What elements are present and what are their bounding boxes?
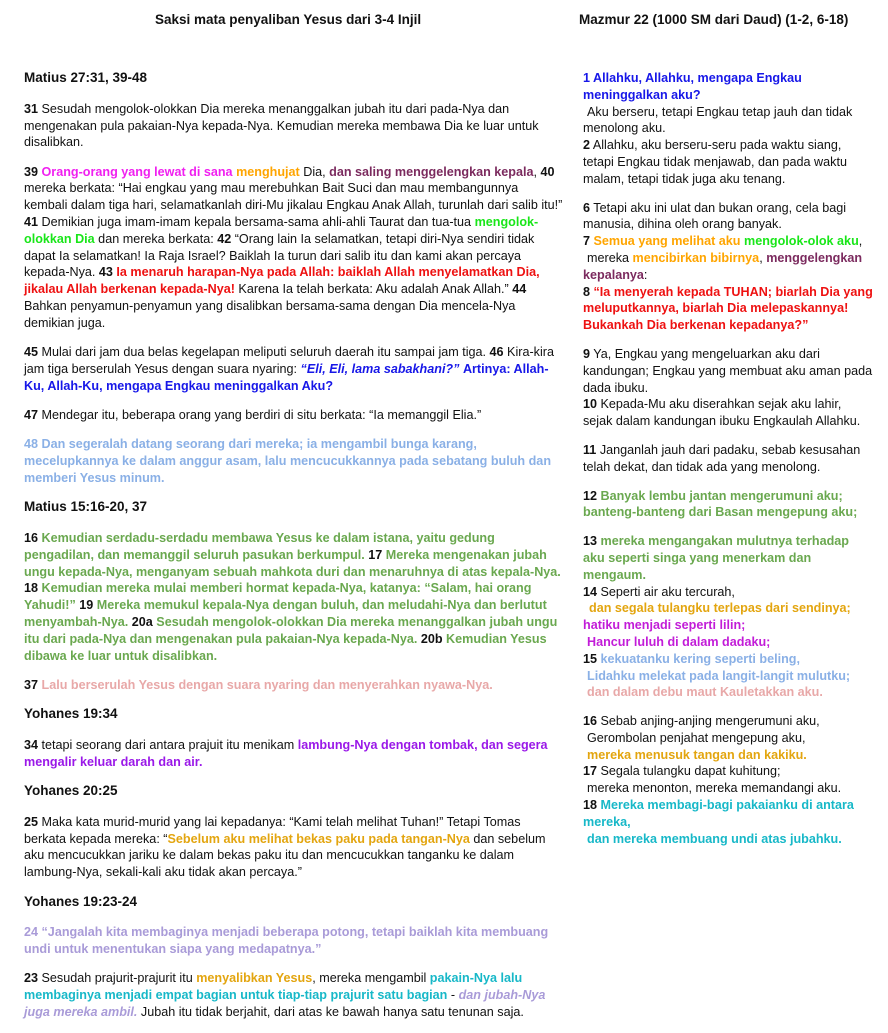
gospel-reference: Matius 15:16-20, 37 bbox=[24, 499, 148, 515]
psalm-verse: 6 Tetapi aku ini ulat dan bukan orang, cela bagi manusia, dihina oleh orang banyak. 7 Semua yang melihat aku mengolok-olok aku, mereka mencibirkan bibirnya, menggelengkan kepalanya: 8 “Ia menyerah kepada TUHAN; biarlah Dia yang meluputkannya, biarlah Dia melepaskannya! Bukankah Dia berkenan kepadanya?” bbox=[583, 200, 873, 333]
psalm-verse: 16 Sebab anjing-anjing mengerumuni aku, Gerombolan penjahat mengepung aku, mereka menusuk tangan dan kakiku. 17 Segala tulangku dapat kuhitung; mereka menonton, mereka memandangi aku. 18 Mereka membagi-bagi pakaianku di antara mereka, dan mereka membuang undi atas jubahku. bbox=[583, 714, 854, 846]
verse-paragraph: 37 Lalu berserulah Yesus dengan suara nyaring dan menyerahkan nyawa-Nya. bbox=[24, 677, 493, 692]
psalm-verse: 11 Janganlah jauh dari padaku, sebab kesusahan telah dekat, dan tidak ada yang menolong. bbox=[583, 442, 861, 474]
gospel-reference: Yohanes 19:34 bbox=[24, 706, 118, 722]
gospel-column bbox=[24, 70, 564, 1033]
verse-paragraph: 34 tetapi seorang dari antara prajuit itu menikam lambung-Nya dengan tombak, dan segera mengalir keluar darah dan air. bbox=[24, 738, 548, 769]
verse-paragraph: 25 Maka kata murid-murid yang lai kepadanya: “Kami telah melihat Tuhan!” Tetapi Tomas berkata kepada mereka: “Sebelum aku melihat bekas paku pada tangan-Nya dan sebelum aku mencucukkan jariku ke dalam bekas paku itu dan mencucukkan tanganku ke dalam lambung-Nya, sekali-kali aku tidak akan percaya.” bbox=[24, 814, 546, 880]
verse-paragraph: 48 Dan segeralah datang seorang dari mereka; ia mengambil bunga karang, mecelupkannya ke dalam anggur asam, lalu mencucukkannya pada sebatang buluh dan memberi Yesus minum. bbox=[24, 437, 552, 485]
verse-paragraph: 23 Sesudah prajurit-prajurit itu menyalibkan Yesus, mereka mengambil pakain-Nya lalu membaginya menjadi empat bagian untuk tiap-tiap prajurit satu bagian - dan jubah-Nya juga mereka ambil. Jubah itu tidak berjahit, dari atas ke bawah hanya satu tenunan saja. bbox=[24, 971, 546, 1020]
gospel-reference: Yohanes 20:25 bbox=[24, 783, 118, 799]
gospel-reference: Matius 27:31, 39-48 bbox=[24, 70, 148, 85]
verse-paragraph: 39 Orang-orang yang lewat di sana menghujat Dia, dan saling menggelengkan kepala, 40 mereka berkata: “Hai engkau yang mau merebuhkan Bait Suci dan mau membangunnya kembali dalam tiga hari, selamatkanlah diri-Mu jikalau Engkau Anak Allah, turunlah dari salib itu!” 41 Demikian juga imam-imam kepala bersama-sama ahli-ahli Taurat dan tua-tua mengolok-olokkan Dia dan mereka berkata: 42 “Orang lain Ia selamatkan, tetapi diri-Nya sendiri tidak dapat Ia selamatkan! Ia Raja Israel? Baiklah Ia turun dari salib itu dan kami akan percaya kepada-Nya. 43 Ia menaruh harapan-Nya pada Allah: baiklah Allah menyelamatkan Dia, jikalau Allah berkenan kepada-Nya! Karena Ia telah berkata: Aku adalah Anak Allah.” 44 Bahkan penyamun-penyamun yang disalibkan bersama-sama dengan Dia mencela-Nya demikian juga. bbox=[24, 164, 563, 330]
right-column-header: Mazmur 22 (1000 SM dari Daud) (1-2, 6-18) bbox=[579, 12, 849, 27]
psalm-verse: 1 Allahku, Allahku, mengapa Engkau meninggalkan aku? Aku berseru, tetapi Engkau tetap jauh dan tidak menolong aku. 2 Allahku, aku berseru-seru pada waktu siang, tetapi Engkau tidak menjawab, dan pada waktu malam, tetapi tidak juga aku tenang. bbox=[583, 71, 853, 186]
psalm-verse: 13 mereka mengangakan mulutnya terhadap aku seperti singa yang menerkam dan mengaum. 14 Seperti air aku tercurah, dan segala tulangku terlepas dari sendinya; hatiku menjadi seperti lilin; Hancur luluh di dalam dadaku; 15 kekuatanku kering seperti beling, Lidahku melekat pada langit-langit mulutku; dan dalam debu maut Kauletakkan aku. bbox=[583, 534, 851, 700]
psalm-verse: 9 Ya, Engkau yang mengeluarkan aku dari kandungan; Engkau yang membuat aku aman pada dada ibuku. 10 Kepada-Mu aku diserahkan sejak aku lahir, sejak dalam kandungan ibuku Engkaulah Allahku. bbox=[583, 346, 873, 429]
psalm-column bbox=[583, 70, 873, 859]
verse-paragraph: 47 Mendegar itu, beberapa orang yang berdiri di situ berkata: “Ia memanggil Elia.” bbox=[24, 408, 482, 423]
verse-paragraph: 31 Sesudah mengolok-olokkan Dia mereka menanggalkan jubah itu dari pada-Nya dan mengenakan pula pakaian-Nya kepada-Nya. Kemudian mereka membawa Dia ke luar untuk disalibkan. bbox=[24, 101, 539, 150]
psalm-verse: 12 Banyak lembu jantan mengerumuni aku; banteng-banteng dari Basan mengepung aku; bbox=[583, 488, 858, 520]
verse-paragraph: 45 Mulai dari jam dua belas kegelapan meliputi seluruh daerah itu sampai jam tiga. 46 Kira-kira jam tiga berserulah Yesus dengan suara nyaring: “Eli, Eli, lama sabakhani?” Artinya: Allah-Ku, Allah-Ku, mengapa Engkau meninggalkan Aku? bbox=[24, 345, 554, 393]
gospel-reference: Yohanes 19:23-24 bbox=[24, 893, 138, 909]
verse-paragraph: 16 Kemudian serdadu-serdadu membawa Yesus ke dalam istana, yaitu gedung pengadilan, dan memanggil seluruh pasukan berkumpul. 17 Mereka mengenakan jubah ungu kepada-Nya, menganyam sebuah mahkota duri dan menaruhnya di atas kepala-Nya. 18 Kemudian mereka mulai memberi hormat kepada-Nya, katanya: “Salam, hai orang Yahudi!” 19 Mereka memukul kepala-Nya dengan buluh, dan meludahi-Nya dan berlutut menyambah-Nya. 20a Sesudah mengolok-olokkan Dia mereka menanggalkan jubah ungu itu dari pada-Nya dan mengenakan pula pakaian-Nya kepada-Nya. 20b Kemudian Yesus dibawa ke luar untuk disalibkan. bbox=[24, 531, 561, 663]
verse-paragraph: 24 “Jangalah kita membaginya menjadi beberapa potong, tetapi baiklah kita membuang undi untuk menentukan siapa yang medapatnya.” bbox=[24, 925, 549, 957]
left-column-header: Saksi mata penyaliban Yesus dari 3-4 Injil bbox=[155, 12, 422, 27]
